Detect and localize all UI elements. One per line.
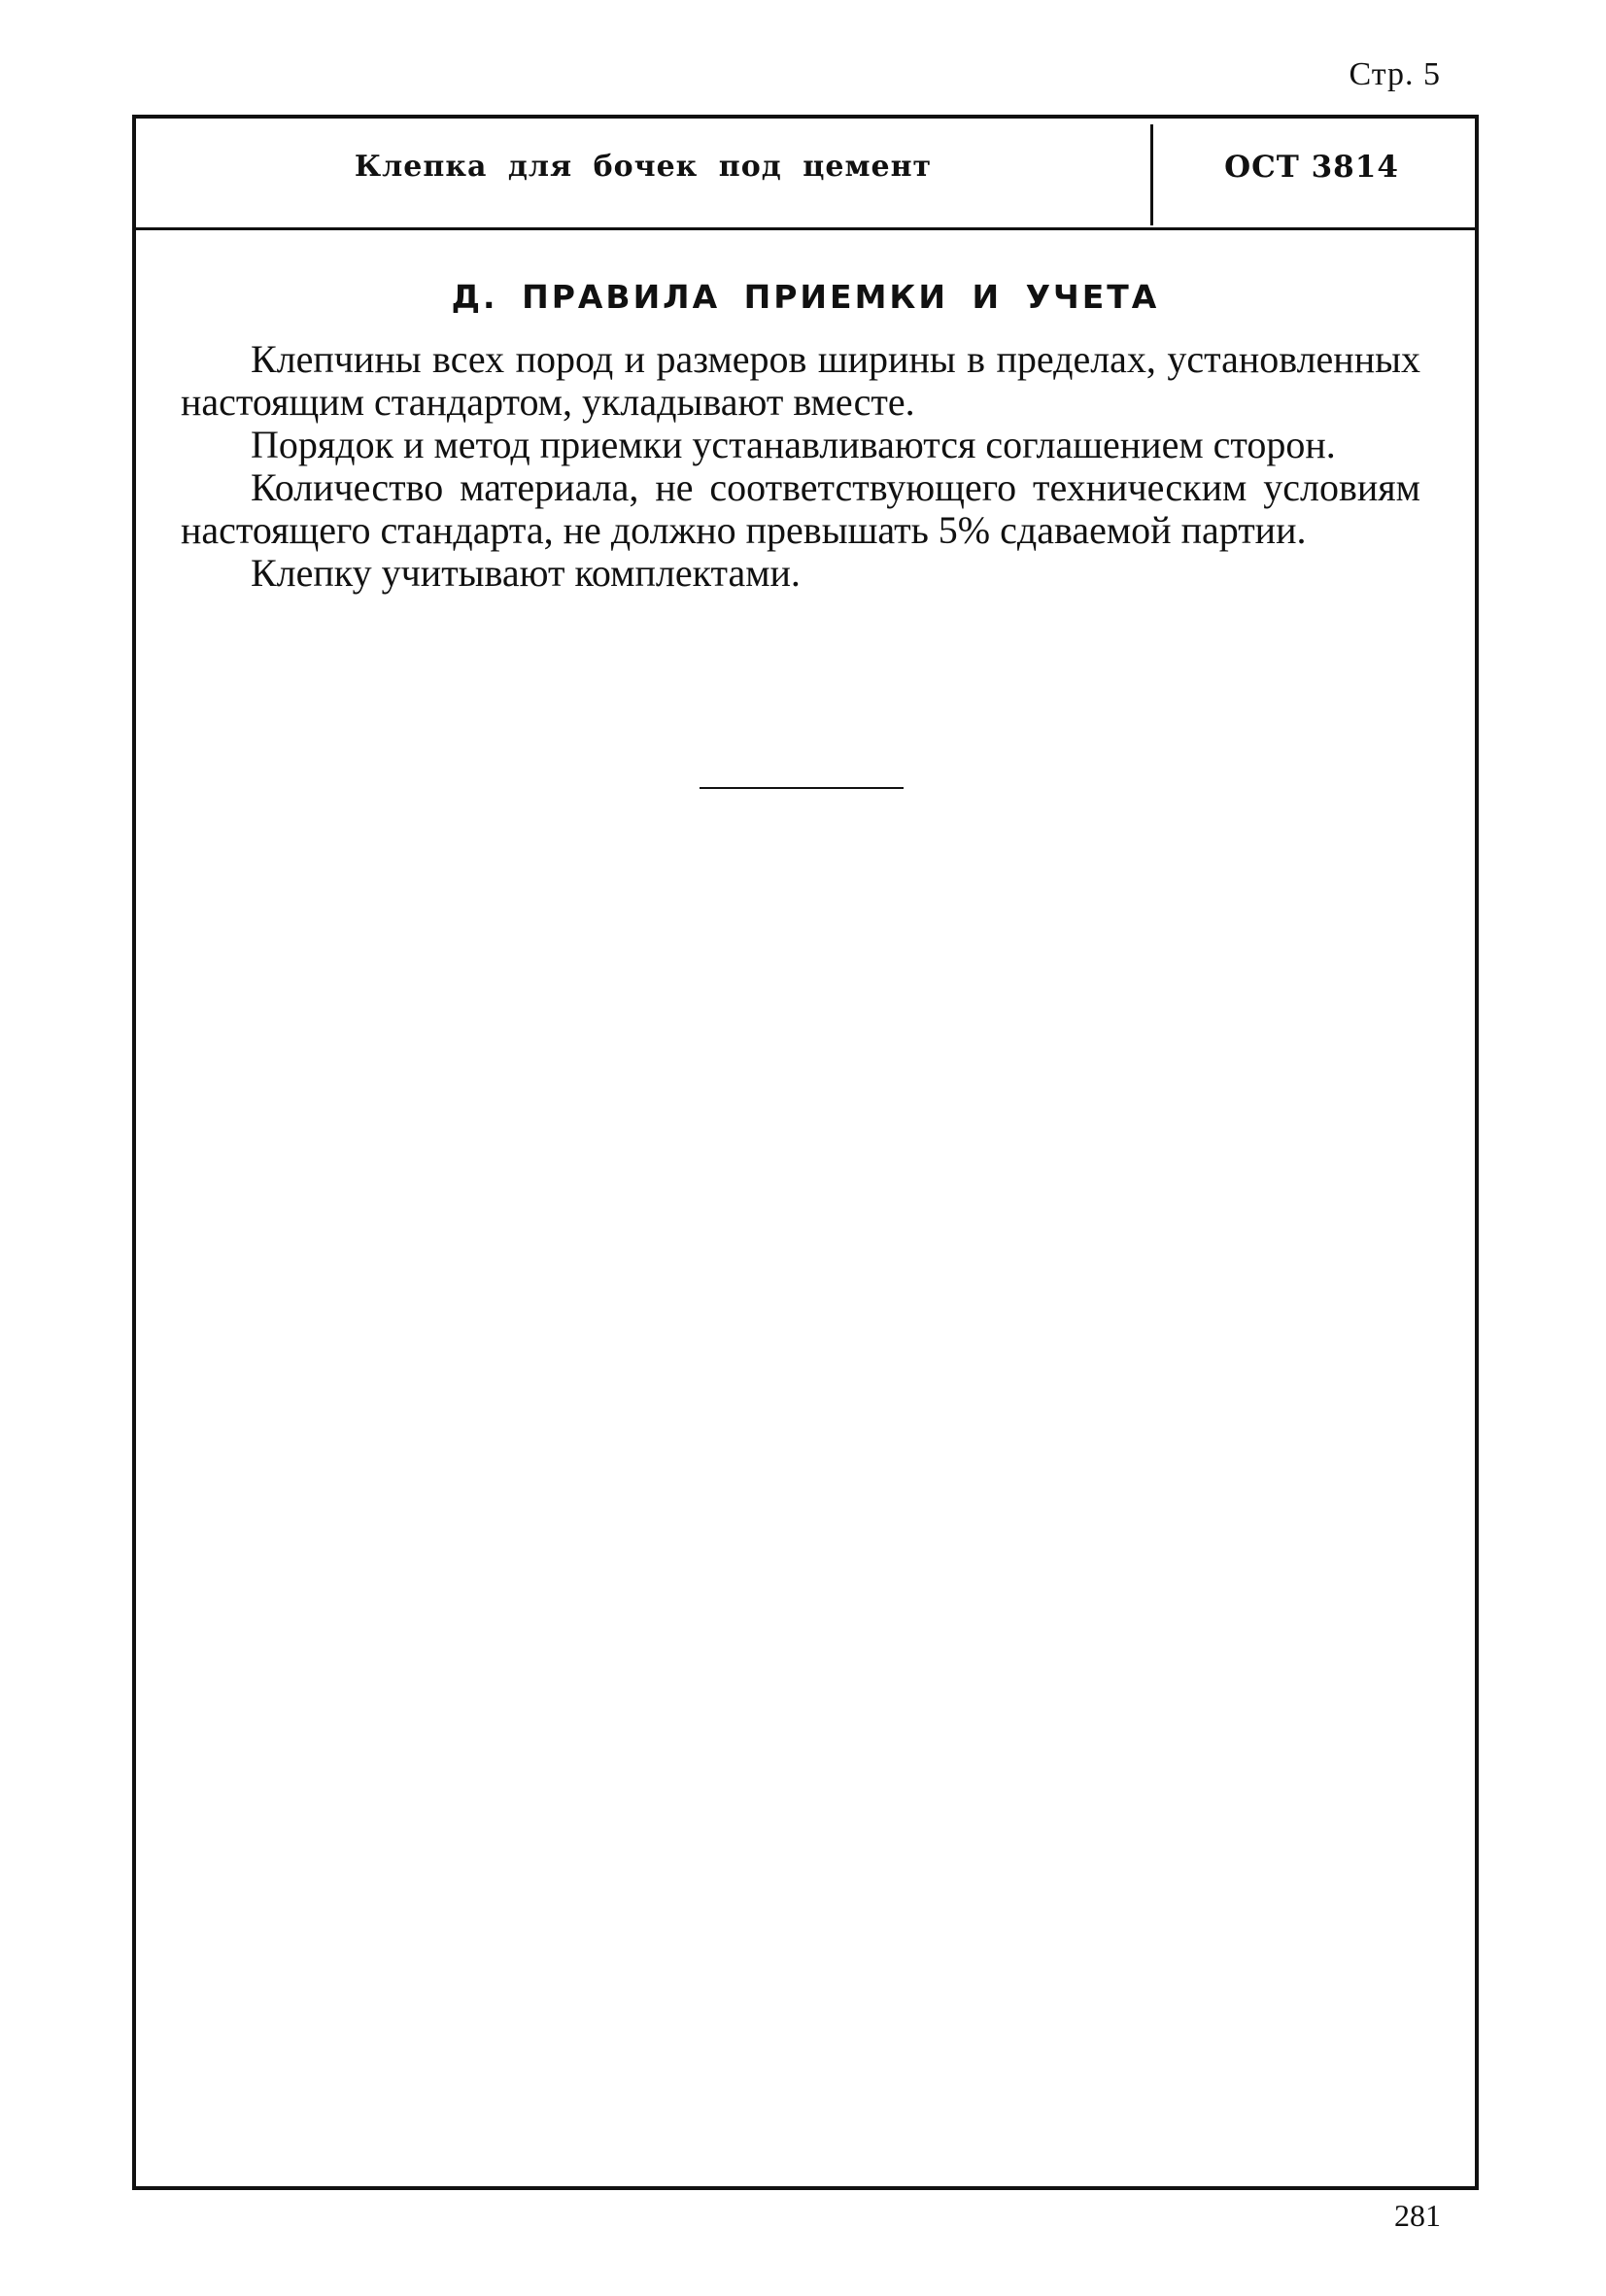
paragraph: Клепчины всех пород и размеров ширины в пределах, установленных настоящим стандартом, укладывают вместе. (181, 337, 1420, 424)
paragraph: Порядок и метод приемки устанавливаются соглашением сторон. (251, 423, 1336, 466)
paragraph: Клепку учитывают комплектами. (251, 551, 801, 595)
header-bottom-rule (132, 227, 1479, 230)
header-top-rule (132, 115, 1479, 119)
standard-code: ОСТ 3814 (1224, 150, 1399, 185)
header-divider (1150, 124, 1153, 225)
section-heading: Д. ПРАВИЛА ПРИЕМКИ И УЧЕТА (451, 278, 1160, 316)
paragraph: Количество материала, не соответствующего техническим условиям настоящего стандарта, не должно превышать 5% сдаваемой партии. (181, 465, 1420, 552)
page-label-top: Стр. 5 (1349, 56, 1441, 92)
section-body (181, 338, 1420, 595)
page-number-bottom: 281 (1394, 2198, 1441, 2233)
document-title: Клепка для бочек под цемент (354, 150, 933, 184)
end-rule (700, 787, 904, 789)
